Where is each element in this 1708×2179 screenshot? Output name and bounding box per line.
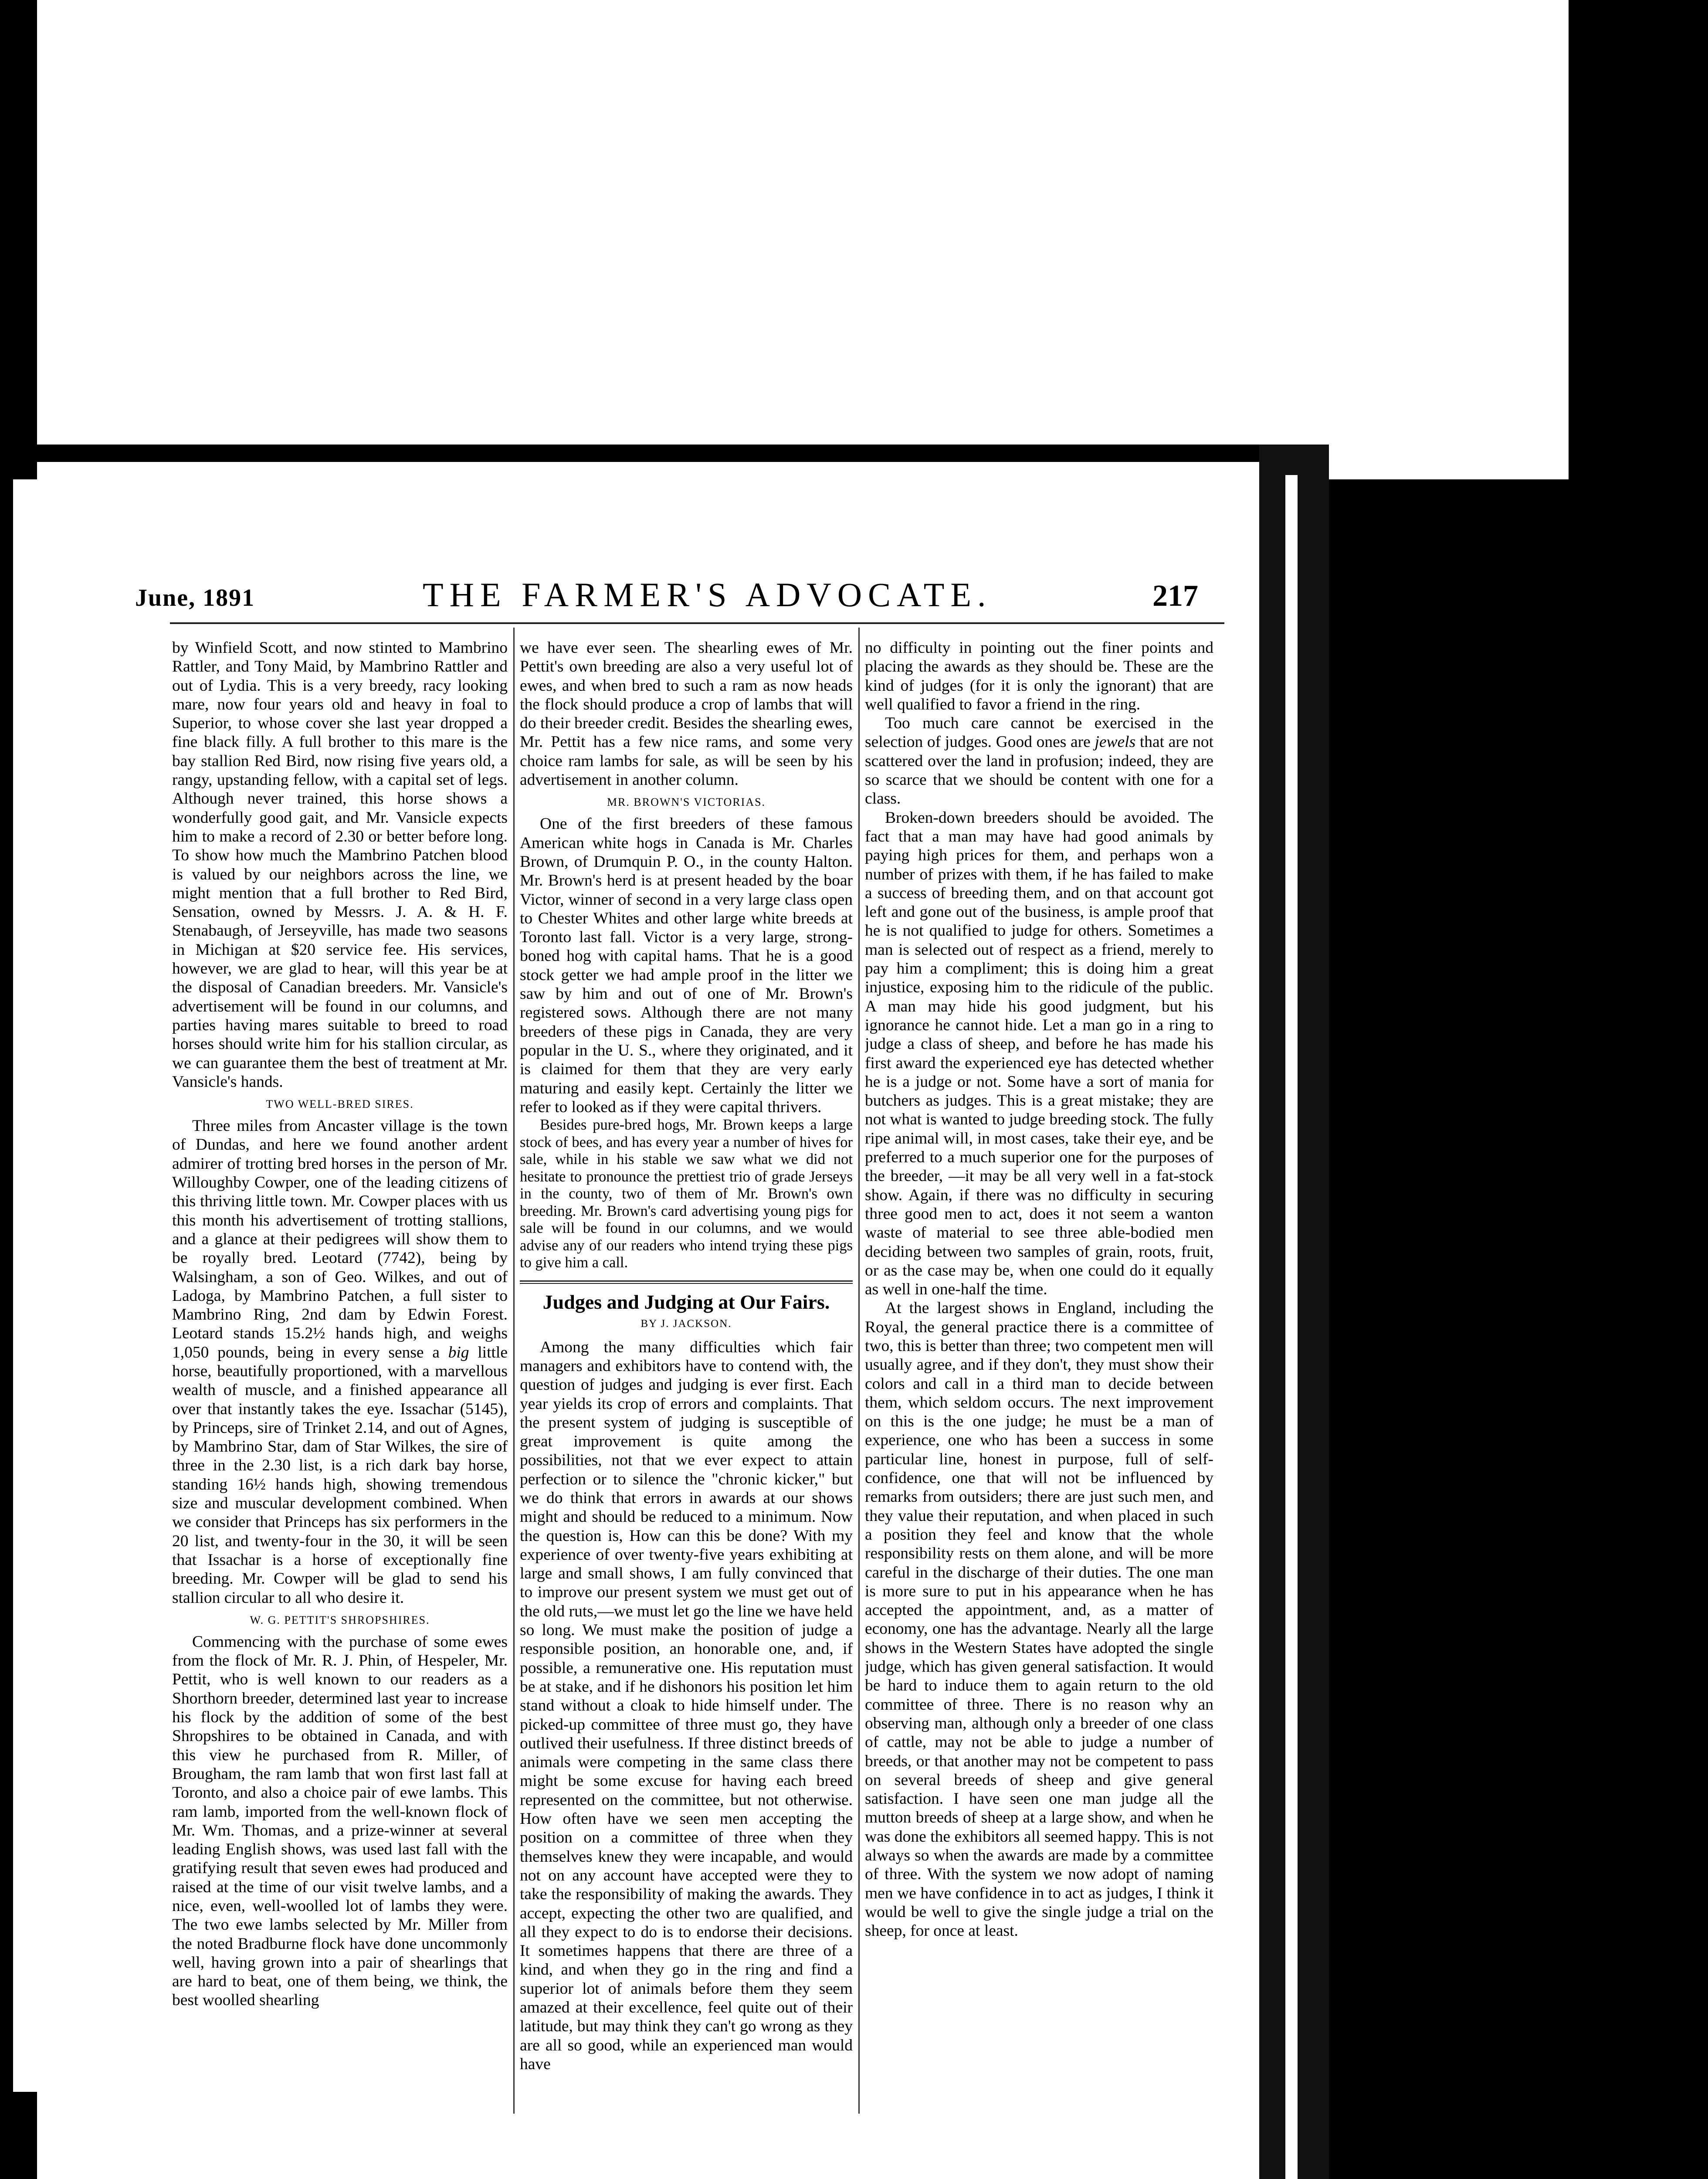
paragraph: One of the first breeders of these famous American white hogs in Canada is Mr. Charles Brown, of Drumquin P. O., in the county Halton. Mr. Brown's herd is at present headed by the boar Victor, winner of second in a very large class open to Chester Whites and other large white breeds at Toronto last fall. Victor is a very large, strong-boned hog with capital hams. That he is a good stock getter we had ample proof in the litter we saw by him and out of one of Mr. Brown's registered sows. Although there are not many breeders of these pigs in Canada, they are very popular in the U. S., where they originated, and it is claimed for them that they are very early maturing and easily kept. Certainly the litter we refer to looked as if they were capital thrivers.: [520, 815, 853, 1116]
header-rule: [170, 622, 1224, 624]
masthead: [135, 571, 1198, 619]
paragraph: by Winfield Scott, and now stinted to Mambrino Rattler, and Tony Maid, by Mambrino Rattler and out of Lydia. This is a very breedy, racy looking mare, now four years old and heavy in foal to Superior, to whose cover she last year dropped a fine black filly. A full brother to this mare is the bay stallion Red Bird, now rising five years old, a rangy, upstanding fellow, with a capital set of legs. Although never trained, this horse shows a wonderfully good gait, and Mr. Vansicle expects him to make a record of 2.30 or better before long. To show how much the Mambrino Patchen blood is valued by our neighbors across the line, we might mention that a full brother to Red Bird, Sensation, owned by Messrs. J. A. & H. F. Stenabaugh, of Jerseyville, has made two seasons in Michigan at $20 service fee. His services, however, we are glad to hear, will this year be at the disposal of Canadian breeders. Mr. Vansicle's advertisement will be found in our columns, and parties having mares suitable to breed to road horses should write him for his stallion circular, as we can guarantee them the best of treatment at Mr. Vansicle's hands.: [172, 639, 508, 1091]
paragraph: we have ever seen. The shearling ewes of Mr. Pettit's own breeding are also a very useful lot of ewes, and when bred to such a ram as now heads the flock should produce a crop of lambs that will do their breeder credit. Besides the shearling ewes, Mr. Pettit has a few nice rams, and some very choice ram lambs for sale, as will be seen by his advertisement in another column.: [520, 639, 853, 789]
paragraph: Broken-down breeders should be avoided. The fact that a man may have had good animals by paying high prices for them, and perhaps won a number of prizes with them, if he has failed to make a success of breeding them, and on that account got left and gone out of the business, is ample proof that he is not qualified to judge for others. Sometimes a man is selected out of respect as a friend, merely to pay him a compliment; this is doing him a great injustice, exposing him to the ridicule of the public. A man may hide his good judgment, but his ignorance he cannot hide. Let a man go in a ring to judge a class of sheep, and before he has made his first award the experienced eye has detected whether he is a judge or not. Some have a sort of mania for butchers as judges. This is a great mistake; they are not what is wanted to judge breeding stock. The fully ripe animal will, in most cases, take their eye, and be preferred to a much superior one for the purposes of the breeder, —it may be all very well in a fat-stock show. Again, if there was no difficulty in securing three good men to act, does it not seem a wanton waste of material to see three able-bodied men deciding between two samples of grain, roots, fruit, or as the case may be, when one could do it equally as well in one-half the time.: [865, 808, 1213, 1299]
section-heading: MR. BROWN'S VICTORIAS.: [607, 796, 766, 809]
article-title: Judges and Judging at Our Fairs.: [542, 1290, 830, 1313]
article-separator: [520, 1280, 853, 1284]
paragraph: Commencing with the purchase of some ewes from the flock of Mr. R. J. Phin, of Hespeler, Mr. Pettit, who is well known to our readers as a Shorthorn breeder, determined last year to increase his flock by the addition of some of the best Shropshires to be obtained in Canada, and with this view he purchased from R. Miller, of Brougham, the ram lamb that won first last fall at Toronto, and also a choice pair of ewe lambs. This ram lamb, imported from the well-known flock of Mr. Wm. Thomas, and a prize-winner at several leading English shows, was used last fall with the gratifying result that seven ewes had produced and raised at the time of our visit twelve lambs, and a nice, even, well-woolled lot of lambs they were. The two ewe lambs selected by Mr. Miller from the noted Bradburne flock have done uncommonly well, having grown into a pair of shearlings that are hard to beat, one of them being, we think, the best woolled shearling: [172, 1633, 508, 2009]
column-divider-1: [513, 628, 515, 2114]
paragraph-text: little horse, beautifully proportioned, with a marvellous wealth of muscle, and a finished appearance all over that instantly takes the eye. Issachar (5145), by Princeps, sire of Trinket 2.14, and out of Agnes, by Mambrino Star, dam of Star Wilkes, the sire of three in the 2.30 list, is a rich dark bay horse, standing 16½ hands high, showing tremendous size and muscular development combined. When we consider that Princeps has six performers in the 20 list, and twenty-four in the 30, it will be seen that Issachar is a horse of exceptionally fine breeding. Mr. Cowper will be glad to send his stallion circular to all who desire it.: [172, 1343, 508, 1607]
paragraph: At the largest shows in England, including the Royal, the general practice there is a committee of two, this is better than three; two competent men will usually agree, and if they don't, they must show their colors and call in a third man to decide between them, which seldom occurs. The next improvement on this is the one judge; he must be a man of experience, one who has been a success in some particular line, honest in purpose, full of self-confidence, one that will not be influenced by remarks from outsiders; there are just such men, and they value their reputation, and when placed in such a position they feel and know that the whole responsibility rests on them alone, and will be more careful in the discharge of their duties. The one man is more sure to put in his appearance when he has accepted the appointment, and, as a matter of economy, one has the advantage. Nearly all the large shows in the Western States have adopted the single judge, which has given general satisfaction. It would be hard to induce them to again return to the old committee of three. There is no reason why an observing man, although only a breeder of one class of cattle, may not be able to judge a number of breeds, or that another may not be competent to pass on several breeds of sheep and give general satisfaction. I have seen one man judge all the mutton breeds of sheep at a large show, and when he was done the exhibitors all seemed happy. This is not always so when the awards are made by a committee of three. With the system we now adopt of naming men we have confidence in to act as judges, I think it would be well to give the single judge a trial on the sheep, for once at least.: [865, 1299, 1213, 1940]
issue-date: June, 1891: [135, 584, 255, 611]
emphasis-text: jewels: [1095, 733, 1136, 751]
paragraph: [865, 714, 1213, 808]
column-3: [865, 638, 1213, 2103]
page-top-strip: [37, 462, 1288, 474]
paragraph: Among the many difficulties which fair managers and exhibitors have to contend with, the question of judges and judging is ever first. Each year yields its crop of errors and complaints. That the present system of judging is susceptible of great improvement is quite among the possibilities, not that we ever expect to attain perfection or to silence the "chronic kicker," but we do think that errors in awards at our shows might and should be reduced to a minimum. Now the question is, How can this be done? With my experience of over twenty-five years exhibiting at large and small shows, I am fully convinced that to improve our present system we must get out of the old ruts,—we must let go the line we have held so long. We must make the position of judge a responsible position, an honorable one, and, if possible, a remunerative one. His reputation must be at stake, and if he dishonors his position let him stand without a cloak to hide himself under. The picked-up committee of three must go, they have outlived their usefulness. If three distinct breeds of animals were competing in the same class there might be some excuse for having each breed represented on the committee, but not otherwise. How often have we seen men accepting the position on a committee of three when they themselves knew they were incapable, and would not on any account have accepted were they to take the responsibility of making the awards. They accept, expecting the other two are qualified, and all they expect to do is to endorse their decisions. It sometimes happens that there are three of a kind, and when they go in the ring and find a superior lot of animals before them they seem amazed at their excellence, feel quite out of their latitude, but may think they can't go wrong as they are all so good, while an experienced man would have: [520, 1338, 853, 2073]
page-number: 217: [1152, 579, 1198, 613]
newspaper-title: THE FARMER'S ADVOCATE.: [423, 576, 992, 614]
paragraph: no difficulty in pointing out the finer points and placing the awards as they should be. These are the kind of judges (for it is only the ignorant) that are well qualified to favor a friend in the ring.: [865, 639, 1213, 713]
paragraph-text: Three miles from Ancaster village is the town of Dundas, and here we found another ardent admirer of trotting bred horses in the person of Mr. Willoughby Cowper, one of the leading citizens of this thriving little town. Mr. Cowper places with us this month his advertisement of trotting stallions, and a glance at their pedigrees will show them to be royally bred. Leotard (7742), being by Walsingham, a son of Geo. Wilkes, and out of Ladoga, by Mambrino Patchen, a full sister to Mambrino Ring, 2nd dam by Edwin Forest. Leotard stands 15.2½ hands high, and weighs 1,050 pounds, being in every sense a: [172, 1117, 508, 1361]
article-byline: BY J. JACKSON.: [640, 1317, 732, 1330]
film-right-border: [1569, 0, 1708, 2179]
page-left-margin: [13, 479, 39, 2092]
book-spine-highlight: [1285, 475, 1298, 2179]
paragraph-text: Too much care cannot be exercised in the selection of judges. Good ones are: [865, 714, 1213, 751]
section-heading: TWO WELL-BRED SIRES.: [266, 1098, 414, 1111]
film-upper-band: [0, 0, 1708, 479]
emphasis-text: big: [448, 1343, 469, 1361]
paragraph: [172, 1117, 508, 1607]
column-divider-2: [858, 628, 860, 2114]
paragraph: Besides pure-bred hogs, Mr. Brown keeps a large stock of bees, and has every year a number of hives for sale, while in his stable we saw what we did not hesitate to pronounce the prettiest trio of grade Jerseys in the county, two of them of Mr. Brown's own breeding. Mr. Brown's card advertising young pigs for sale will be found in our columns, and we would advise any of our readers who intend trying these pigs to give him a call.: [520, 1117, 853, 1271]
section-heading: W. G. PETTIT'S SHROPSHIRES.: [250, 1613, 430, 1626]
column-2: [520, 638, 853, 2103]
film-left-border: [0, 0, 37, 479]
column-1: [172, 638, 508, 2103]
paragraph-text: that are not scattered over the land in profusion; indeed, they are so scarce that we should be content with one for a class.: [865, 733, 1213, 808]
